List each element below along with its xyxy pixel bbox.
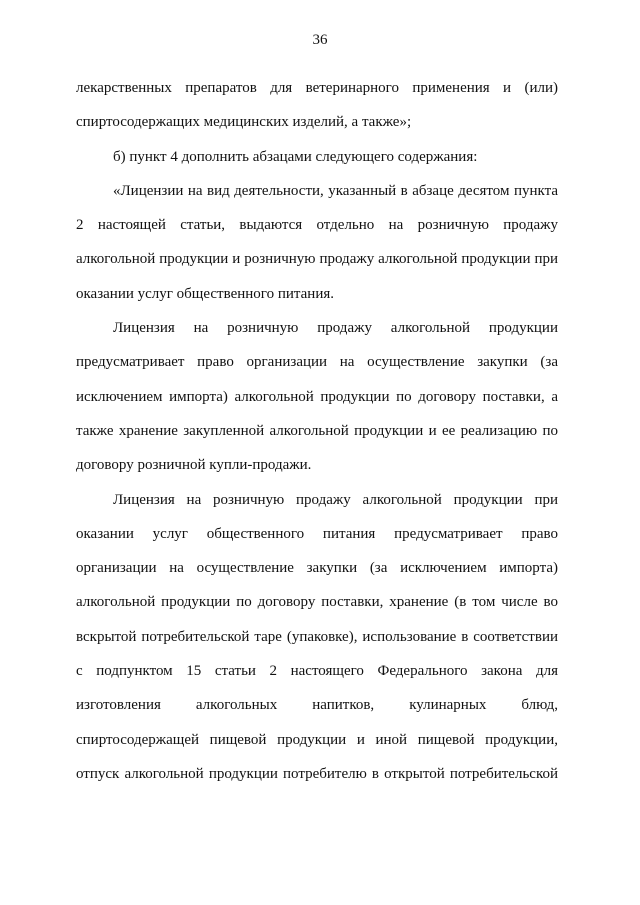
paragraph-amendment-intro: б) пункт 4 дополнить абзацами следующего содержания: [113,148,478,165]
document-body [76,71,558,791]
paragraph-catering-license: Лицензия на розничную продажу алкогольной продукции при оказании услуг общественного питания предусматривает право организации на осуществление закупки (за исключением импорта) алкогольной продукции по договору поставки, хранение (в том числе во вскрытой потребительской таре (упаковке), использование в соответствии с подпунктом 15 статьи 2 настоящего Федерального закона для изготовления алкогольных напитков, кулинарных блюд, спиртосодержащей пищевой продукции и иной пищевой продукции, отпуск алкогольной продукции потребителю в открытой потребительской [76,491,558,782]
page-number: 36 [312,32,328,48]
paragraph-continuation: лекарственных препаратов для ветеринарного применения и (или) спиртосодержащих медицинских изделий, а также»; [76,80,558,131]
paragraph-licenses-issued-separately: «Лицензии на вид деятельности, указанный в абзаце десятом пункта 2 настоящей статьи, выдаются отдельно на розничную продажу алкогольной продукции и розничную продажу алкогольной продукции при оказании услуг общественного питания. [76,182,558,302]
paragraph-retail-license: Лицензия на розничную продажу алкогольной продукции предусматривает право организации на осуществление закупки (за исключением импорта) алкогольной продукции по договору поставки, а также хранение закупленной алкогольной продукции и ее реализацию по договору розничной купли-продажи. [76,320,558,474]
